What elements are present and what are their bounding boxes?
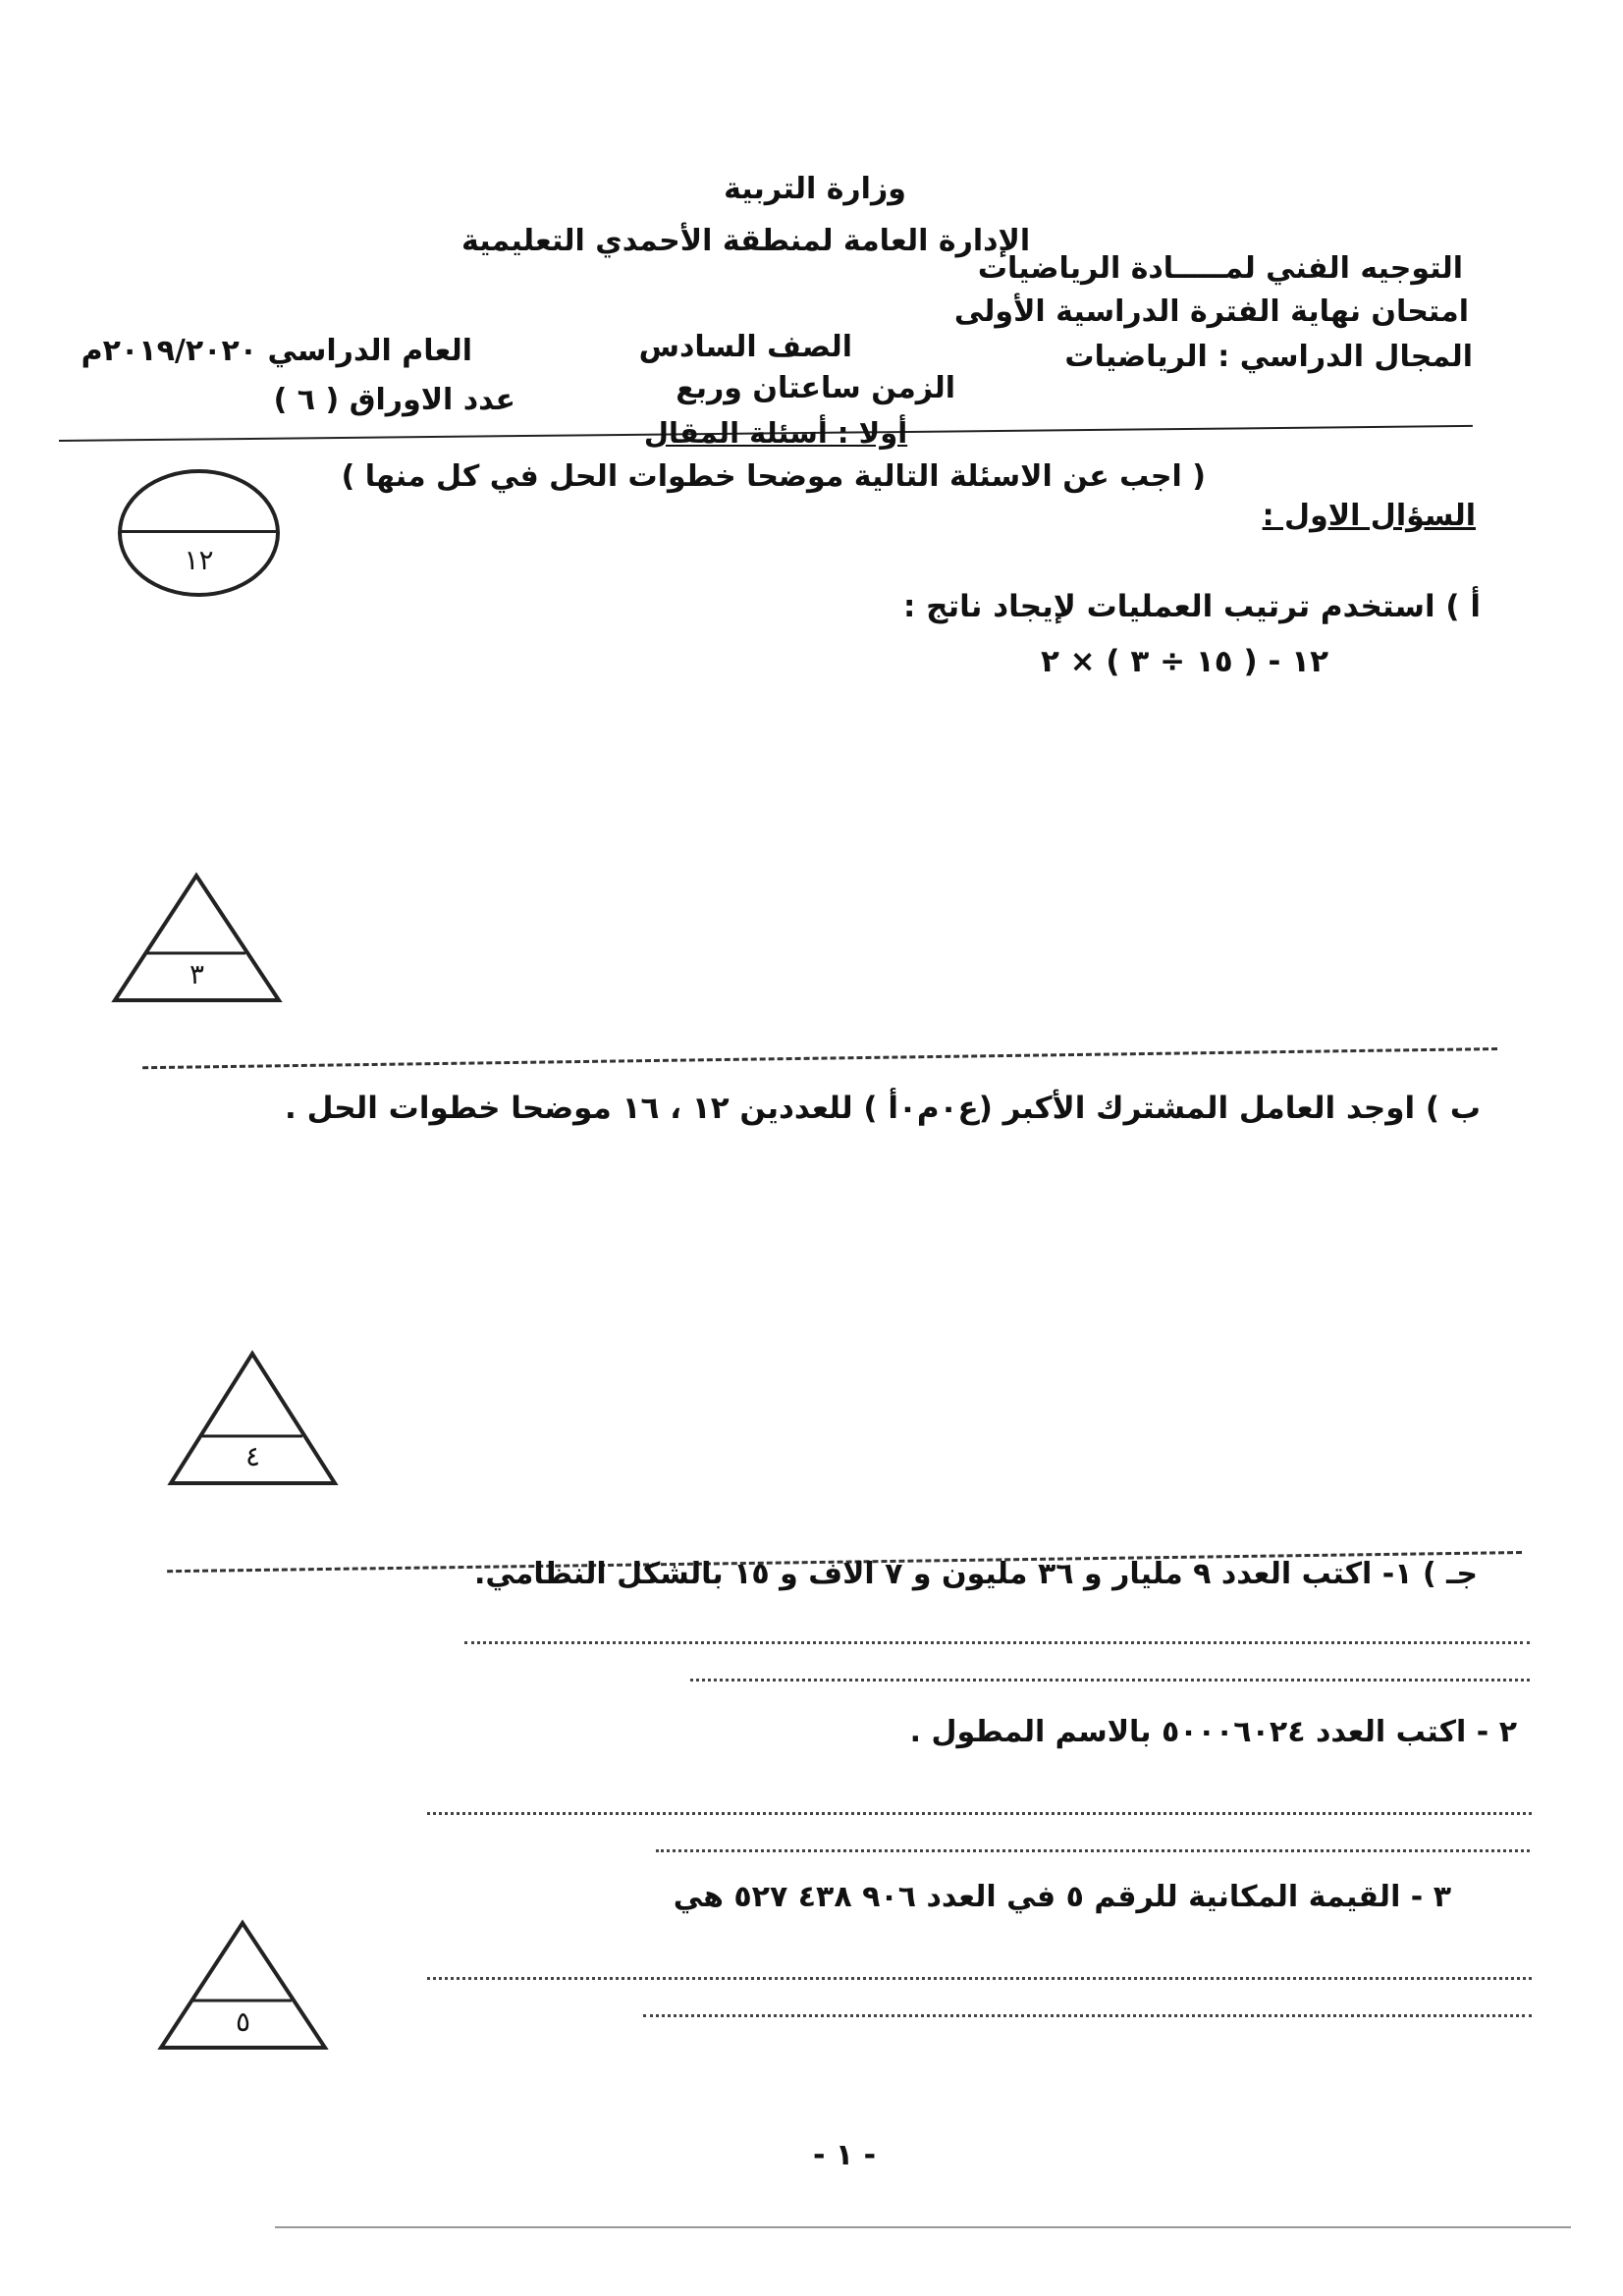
part-b-mark-triangle bbox=[167, 1350, 339, 1487]
part-c-mark: ٥ bbox=[235, 2005, 251, 2038]
part-c-item3: ٣ - القيمة المكانية للرقم ٥ في العدد ٩٠٦ ٤٣٨ ٥٢٧ هي bbox=[673, 1880, 1451, 1914]
total-mark-circle bbox=[118, 469, 280, 597]
part-c-mark-triangle bbox=[157, 1919, 329, 2052]
academic-year: العام الدراسي ٢٠١٩/٢٠٢٠م bbox=[81, 334, 472, 368]
section-instruction: ( اجب عن الاسئلة التالية موضحا خطوات الحل في كل منها ) bbox=[341, 459, 1206, 494]
part-c-item2: ٢ - اكتب العدد ٥٠٠٠٦٠٢٤ بالاسم المطول . bbox=[909, 1715, 1517, 1749]
page-number: - ١ - bbox=[812, 2138, 877, 2172]
part-a-prompt: أ ) استخدم ترتيب العمليات لإيجاد ناتج : bbox=[902, 589, 1481, 624]
question-label: السؤال الاول : bbox=[1262, 499, 1476, 533]
part-b-prompt: ب ) اوجد العامل المشترك الأكبر (ع٠م٠أ ) للعددين ١٢ ، ١٦ موضحا خطوات الحل . bbox=[285, 1091, 1481, 1126]
exam-duration: الزمن ساعتان وربع bbox=[676, 371, 955, 405]
grade-label: الصف السادس bbox=[638, 330, 852, 364]
total-mark-value: ١٢ bbox=[184, 544, 214, 576]
answer-line-1b bbox=[690, 1679, 1530, 1682]
answer-line-1a bbox=[464, 1641, 1530, 1644]
separator-a bbox=[142, 1047, 1497, 1069]
answer-line-2b bbox=[656, 1849, 1530, 1852]
subject-label: المجال الدراسي : الرياضيات bbox=[1064, 340, 1473, 374]
answer-line-3a bbox=[427, 1977, 1532, 1980]
part-a-mark-triangle bbox=[111, 872, 283, 1004]
answer-line-3b bbox=[643, 2014, 1532, 2017]
exam-title: امتحان نهاية الفترة الدراسية الأولى bbox=[953, 294, 1469, 329]
part-c-item1: جـ ) ١- اكتب العدد ٩ مليار و ٣٦ مليون و ٧ الاف و ١٥ بالشكل النظامي. bbox=[474, 1557, 1478, 1591]
answer-line-2a bbox=[427, 1812, 1532, 1815]
circle-divider bbox=[122, 530, 276, 533]
ministry-title: وزارة التربية bbox=[724, 172, 906, 206]
pages-count: عدد الاوراق ( ٦ ) bbox=[273, 383, 515, 417]
supervision-title: التوجيه الفني لمـــــادة الرياضيات bbox=[977, 251, 1463, 286]
footer-line bbox=[275, 2226, 1571, 2228]
part-a-mark: ٣ bbox=[189, 958, 205, 990]
part-b-mark: ٤ bbox=[244, 1440, 261, 1472]
section-title: أولا : أسئلة المقال bbox=[643, 416, 908, 450]
directorate-title: الإدارة العامة لمنطقة الأحمدي التعليمية bbox=[461, 224, 1031, 258]
part-a-expression: ١٢ - ( ١٥ ÷ ٣ ) × ٢ bbox=[1040, 644, 1328, 679]
